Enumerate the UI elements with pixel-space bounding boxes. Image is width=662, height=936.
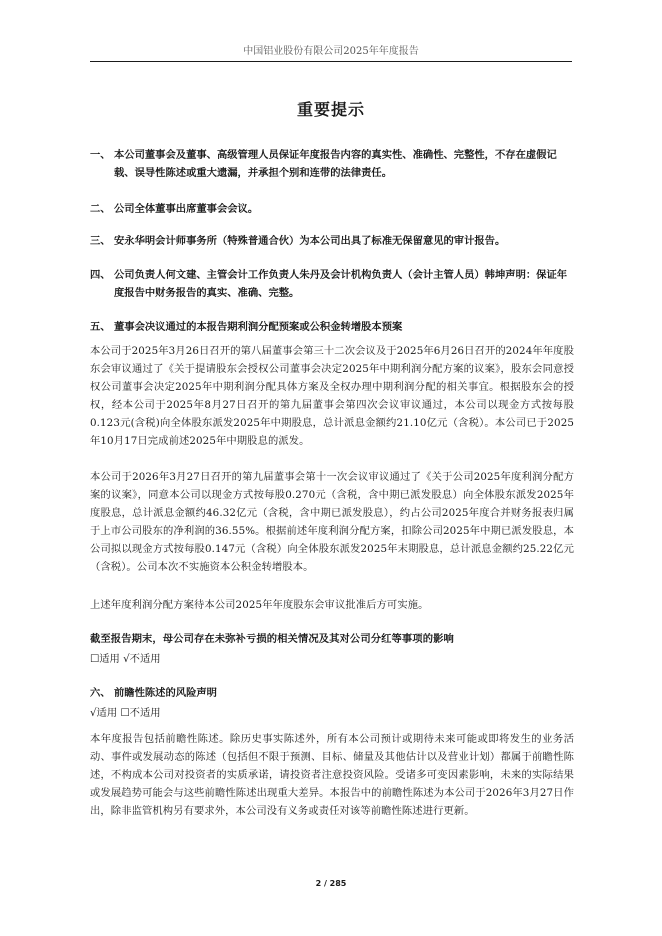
header-divider bbox=[90, 61, 572, 62]
notice-item-4 bbox=[90, 266, 576, 302]
page-title: 重要提示 bbox=[296, 100, 365, 119]
risk-statement-options: √适用 ☐不适用 bbox=[90, 707, 161, 719]
item-number: 三、 bbox=[90, 235, 111, 247]
profit-distribution-paragraph-1: 本公司于2025年3月26日召开的第八届董事会第三十二次会议及于2025年6月26日召开的2024年年度股东会审议通过了《关于提请股东会授权公司董事会决定2025年中期利润分配方案的议案》，股东会同意授权公司董事会决定2025年中期利润分配具体方案及全权办理中期利润分配的相关事宜。根据股东会的授权，经本公司于2025年8月27日召开的第九届董事会第四次会议审议通过，本公司以现金方式按每股0.123元(含税)向全体股东派发2025年中期股息，总计派息金额约21.10亿元（含税）。本公司已于2025年10月17日完成前述2025年中期股息的派发。 bbox=[90, 345, 574, 447]
item-number: 五、 bbox=[90, 321, 111, 333]
item-text: 前瞻性陈述的风险声明 bbox=[114, 687, 217, 699]
item-number: 一、 bbox=[90, 149, 111, 161]
item-text: 本公司董事会及董事、高级管理人员保证年度报告内容的真实性、准确性、完整性，不存在虚假记载、误导性陈述或重大遗漏，并承担个别和连带的法律责任。 bbox=[114, 149, 557, 179]
profit-distribution-paragraph-2: 本公司于2026年3月27日召开的第九届董事会第十一次会议审议通过了《关于公司2025年度利润分配方案的议案》，同意本公司以现金方式按每股0.270元（含税，含中期已派发股息）向全体股东派发2025年度股息，总计派息金额约46.32亿元（含税，含中期已派发股息），约占公司2025年度合并财务报表归属于上市公司股东的净利润的36.55%。根据前述年度利润分配方案，扣除公司2025年中期已派发股息，本公司拟以现金方式按每股0.147元（含税）向全体股东派发2025年末期股息，总计派息金额约25.22亿元（含税）。公司本次不实施资本公积金转增股本。 bbox=[90, 471, 574, 573]
item-text: 公司负责人何文建、主管会计工作负责人朱丹及会计机构负责人（会计主管人员）韩坤声明：保证年度报告中财务报告的真实、准确、完整。 bbox=[114, 269, 568, 299]
running-header: 中国铝业股份有限公司2025年年度报告 bbox=[243, 46, 419, 57]
uncovered-loss-options: ☐适用 √不适用 bbox=[90, 653, 161, 665]
item-number: 六、 bbox=[90, 687, 111, 699]
item-text: 公司全体董事出席董事会会议。 bbox=[114, 203, 259, 215]
item-number: 二、 bbox=[90, 203, 111, 215]
notice-item-1 bbox=[90, 146, 576, 182]
item-text: 安永华明会计师事务所（特殊普通合伙）为本公司出具了标准无保留意见的审计报告。 bbox=[114, 235, 506, 247]
notice-item-2 bbox=[90, 200, 576, 218]
notice-item-6 bbox=[90, 684, 576, 702]
notice-item-5 bbox=[90, 318, 576, 336]
profit-distribution-paragraph-3: 上述年度利润分配方案待本公司2025年年度股东会审议批准后方可实施。 bbox=[90, 599, 429, 611]
forward-looking-statement-paragraph: 本年度报告包括前瞻性陈述。除历史事实陈述外，所有本公司预计或期待未来可能或即将发生的业务活动、事件或发展动态的陈述（包括但不限于预测、目标、储量及其他估计以及营业计划）都属于前瞻性陈述，不构成本公司对投资者的实质承诺，请投资者注意投资风险。受诸多可变因素影响，未来的实际结果或发展趋势可能会与这些前瞻性陈述出现重大差异。本报告中的前瞻性陈述为本公司于2026年3月27日作出，除非监管机构另有要求外，本公司没有义务或责任对该等前瞻性陈述进行更新。 bbox=[90, 733, 574, 817]
item-number: 四、 bbox=[90, 269, 111, 281]
notice-item-3 bbox=[90, 232, 576, 250]
item-text: 董事会决议通过的本报告期利润分配预案或公积金转增股本预案 bbox=[114, 321, 403, 333]
page-number: 2 / 285 bbox=[315, 879, 347, 888]
uncovered-loss-heading: 截至报告期末，母公司存在未弥补亏损的相关情况及其对公司分红等事项的影响 bbox=[90, 633, 454, 645]
